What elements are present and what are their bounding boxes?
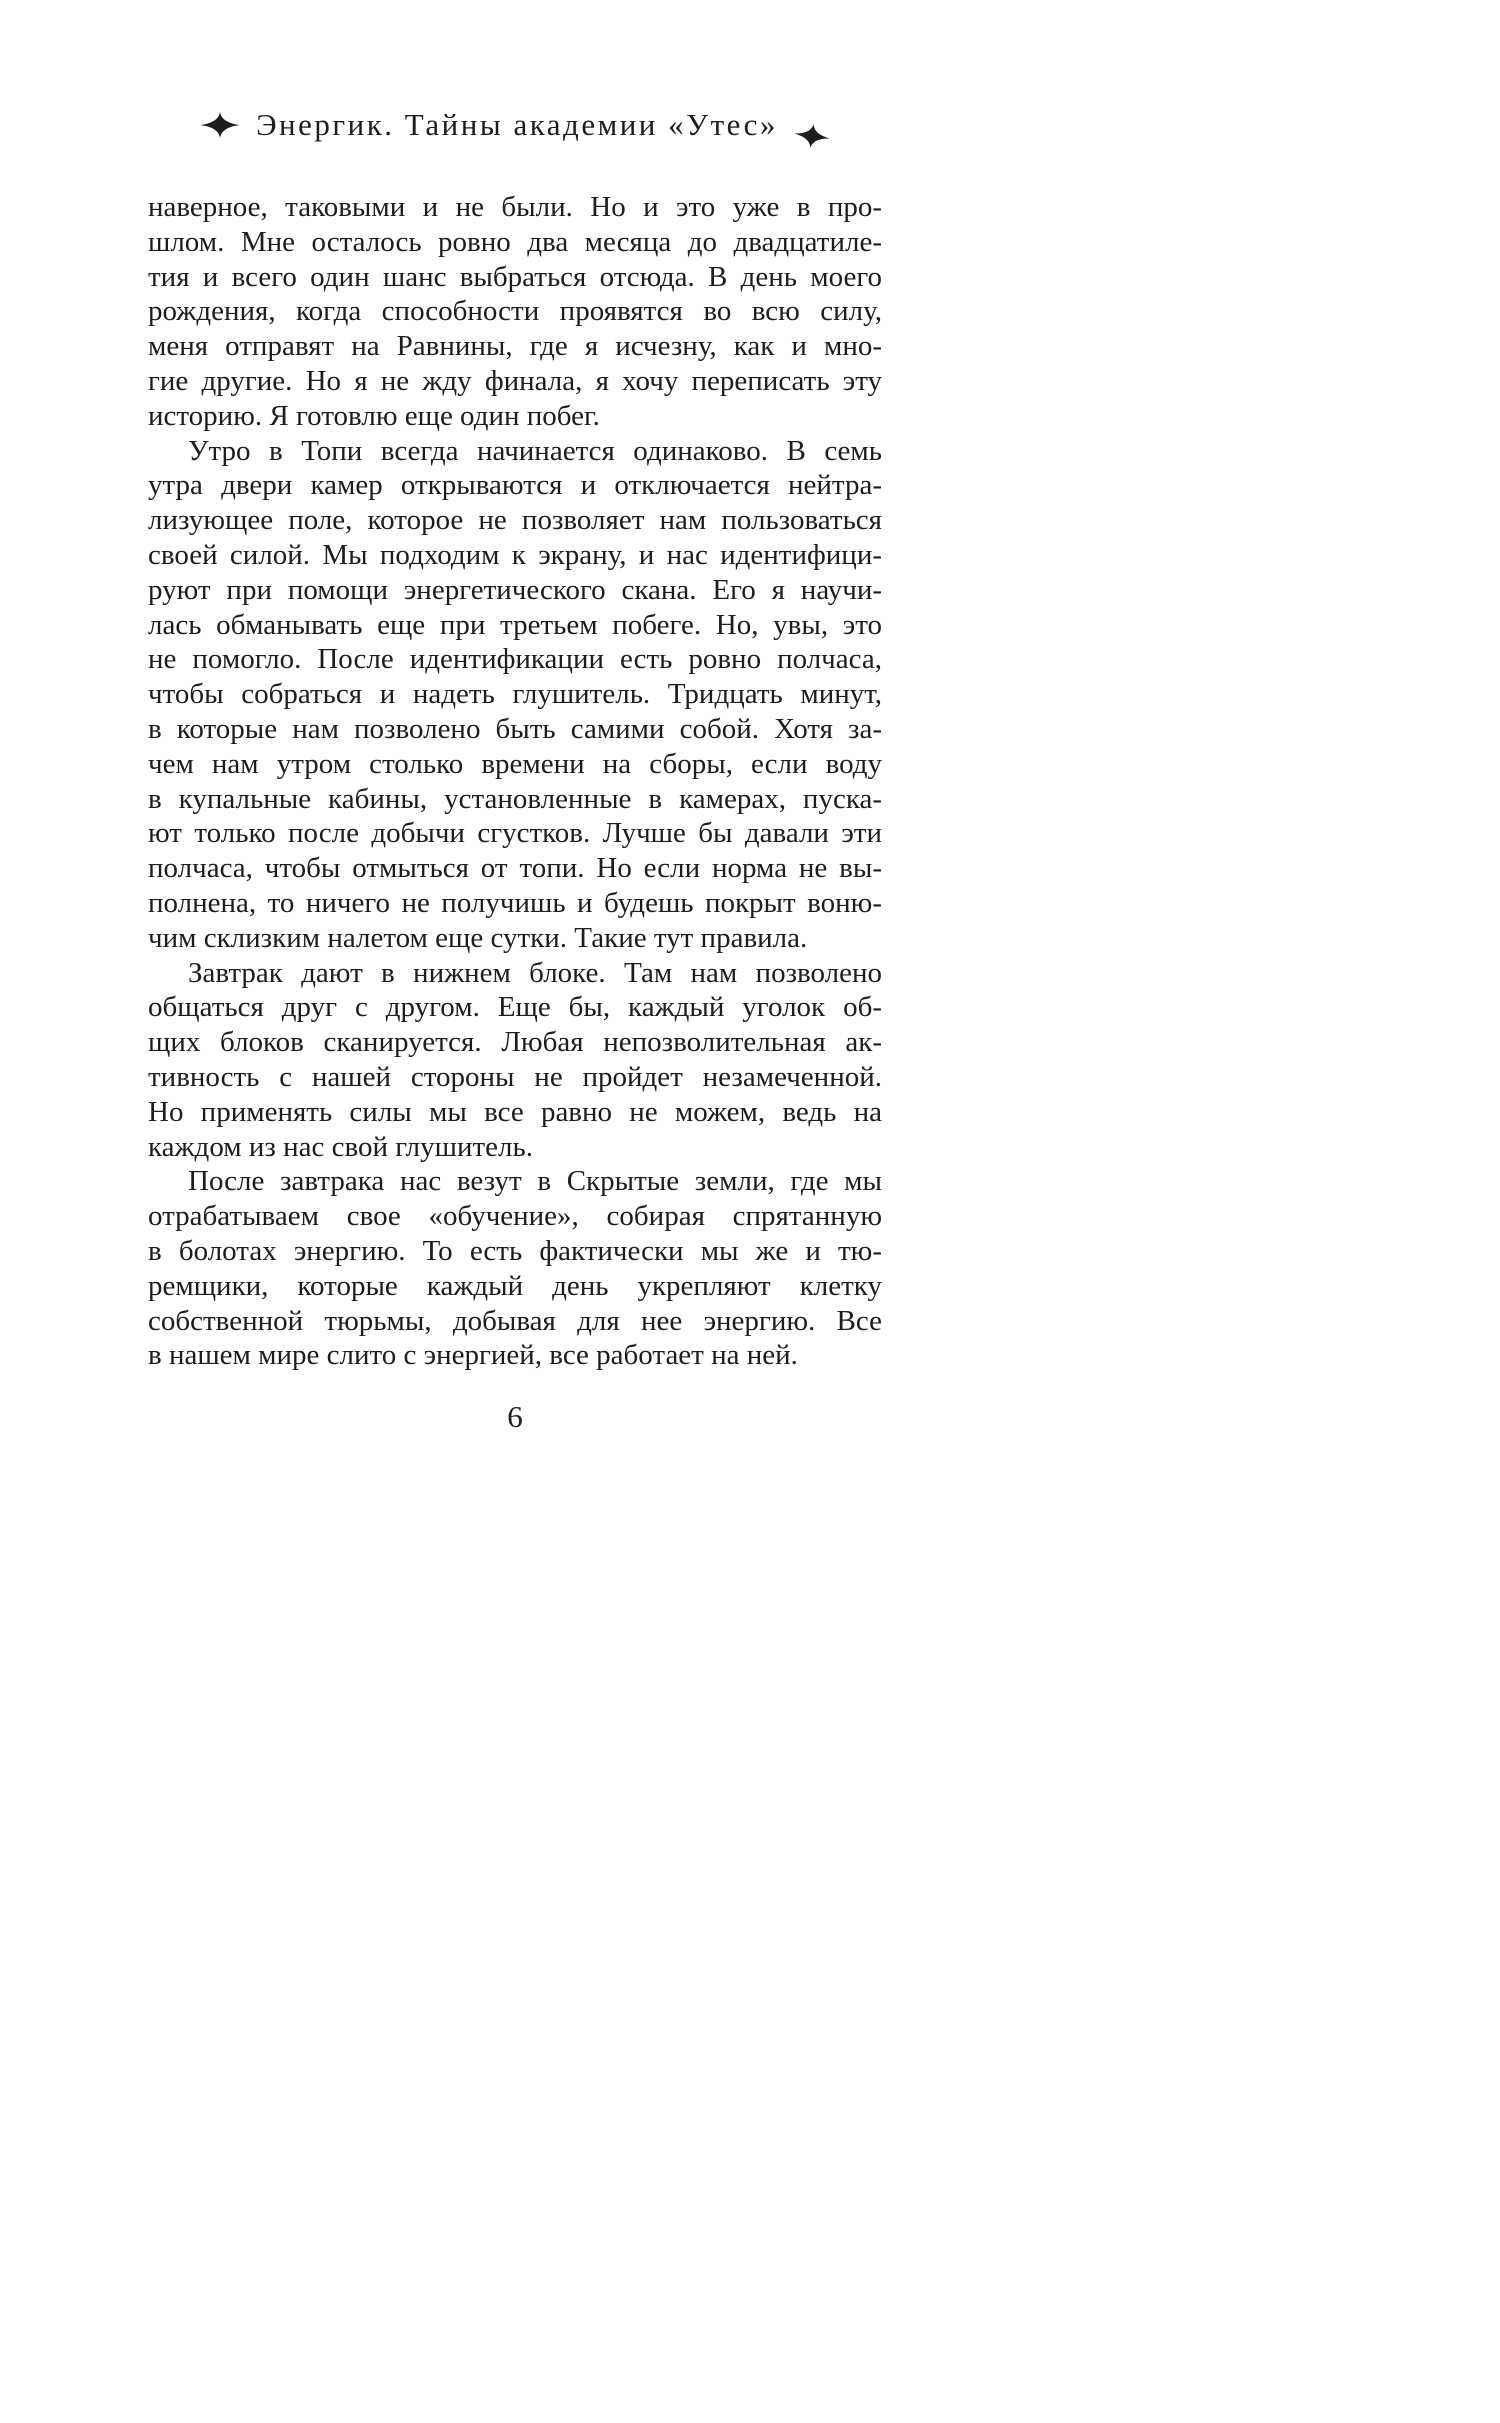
page-content xyxy=(148,102,882,1435)
text-line: историю. Я готовлю еще один побег. xyxy=(148,399,600,432)
text-line: Утро в Топи всегда начинается одинаково. В семь xyxy=(188,434,882,467)
text-line: После завтрака нас везут в Скрытые земли, где мы xyxy=(188,1165,882,1198)
text-line: своей силой. Мы подходим к экрану, и нас идентифици- xyxy=(148,538,882,571)
sparkle-star-left-icon xyxy=(198,110,242,140)
text-line: ют только после добычи сгустков. Лучше бы давали эти xyxy=(148,817,882,850)
text-line: в нашем мире слито с энергией, все работает на ней. xyxy=(148,1339,798,1372)
paragraph xyxy=(148,1164,882,1373)
text-line: лась обманывать еще при третьем побеге. Но, увы, это xyxy=(148,608,882,641)
paragraph xyxy=(148,434,882,956)
text-line: чим склизким налетом еще сутки. Такие тут правила. xyxy=(148,921,808,954)
book-title: Энергик. Тайны академии «Утес» xyxy=(256,107,778,142)
paragraph xyxy=(148,956,882,1165)
text-line: лизующее поле, которое не позволяет нам пользоваться xyxy=(148,504,882,537)
text-line: общаться друг с другом. Еще бы, каждый уголок об- xyxy=(148,991,882,1024)
page-number: 6 xyxy=(507,1399,523,1435)
text-line: тивность с нашей стороны не пройдет незамеченной. xyxy=(148,1060,882,1093)
text-line: в которые нам позволено быть самими собой. Хотя за- xyxy=(148,712,882,745)
text-line: щих блоков сканируется. Любая непозволительная ак- xyxy=(148,1026,882,1059)
text-line: утра двери камер открываются и отключается нейтра- xyxy=(148,469,882,502)
text-line: отрабатываем свое «обучение», собирая спрятанную xyxy=(148,1200,882,1233)
running-header xyxy=(148,102,882,148)
text-line: чтобы собраться и надеть глушитель. Тридцать минут, xyxy=(148,678,882,711)
text-line: чем нам утром столько времени на сборы, если воду xyxy=(148,747,882,780)
text-line: в болотах энергию. То есть фактически мы же и тю- xyxy=(148,1234,882,1267)
body-text xyxy=(148,190,882,1373)
text-line: полчаса, чтобы отмыться от топи. Но если норма не вы- xyxy=(148,852,882,885)
text-line: наверное, таковыми и не были. Но и это уже в про- xyxy=(148,191,882,223)
text-line: каждом из нас свой глушитель. xyxy=(148,1130,533,1163)
text-line: не помогло. После идентификации есть ровно полчаса, xyxy=(148,643,882,676)
text-line: Завтрак дают в нижнем блоке. Там нам позволено xyxy=(188,956,882,989)
sparkle-star-right-icon xyxy=(790,119,834,152)
text-line: тия и всего один шанс выбраться отсюда. В день моего xyxy=(148,260,882,293)
text-line: Но применять силы мы все равно не можем, ведь на xyxy=(148,1095,882,1128)
text-line: рождения, когда способности проявятся во всю силу, xyxy=(148,295,882,328)
text-line: меня отправят на Равнины, где я исчезну, как и мно- xyxy=(148,330,882,363)
text-line: собственной тюрьмы, добывая для нее энергию. Все xyxy=(148,1304,882,1337)
paragraph xyxy=(148,190,882,434)
text-line: руют при помощи энергетического скана. Его я научи- xyxy=(148,573,882,606)
text-line: ремщики, которые каждый день укрепляют клетку xyxy=(148,1269,882,1302)
text-line: шлом. Мне осталось ровно два месяца до двадцатиле- xyxy=(148,225,882,258)
text-line: гие другие. Но я не жду финала, я хочу переписать эту xyxy=(148,364,882,397)
text-line: в купальные кабины, установленные в камерах, пуска- xyxy=(148,782,882,815)
text-line: полнена, то ничего не получишь и будешь покрыт воню- xyxy=(148,886,882,919)
